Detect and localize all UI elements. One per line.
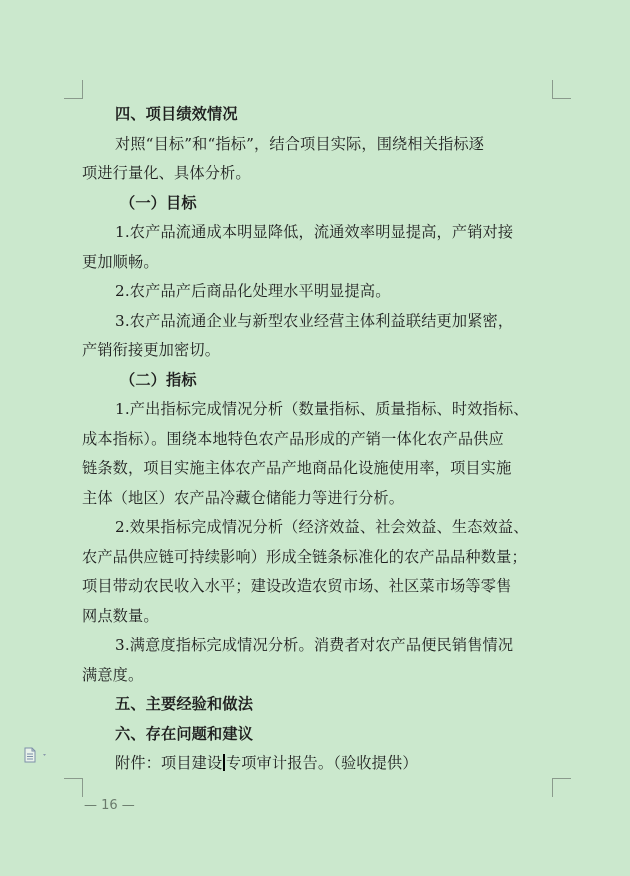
section-heading-5: 五、主要经验和做法 — [115, 695, 254, 713]
crop-mark-top-left — [64, 80, 83, 99]
document-body[interactable] — [82, 100, 556, 779]
paragraph-line: 1.产出指标完成情况分析（数量指标、质量指标、时效指标、 — [115, 400, 529, 418]
subsection-heading-goal: （一）目标 — [120, 193, 197, 212]
paragraph-line: 3.农产品流通企业与新型农业经营主体利益联结更加紧密， — [115, 311, 514, 330]
section-heading-4: 四、项目绩效情况 — [115, 105, 238, 123]
paragraph-line: 对照“目标”和“指标”，结合项目实际，围绕相关指标逐 — [115, 134, 485, 153]
document-page: 四、项目绩效情况 对照“目标”和“指标”，结合项目实际，围绕相关指标逐 项进行量化、具体分析。 （一）目标 1.农产品流通成本明显降低，流通效率明显提高，产销对接 更加顺畅。 2.农产品产后商品化处理水平明显提高。 3.农产品流通企业与新型农业经营主体利益联结更加紧密， 产销衔接更加密切。 （二）指标 1.产出指标完成情况分析（数量指标、质量指标、时效指标、 成本指标）。围绕本地特色农产品形成的产销一体化农产品供应 链条数，项目实施主体农产品产地商品化设施使用率，项目实施 主体（地区）农产品冷藏仓储能力等进行分析。 2.效果指标完成情况分析（经济效益、社会效益、生态效益、 农产品供应链可持续影响）形成全链条标准化的农产品品种数量； 项目带动农民收入水平；建设改造农贸市场、社区菜市场等零售 网点数量。 3.满意度指标完成情况分析。消费者对农产品便民销售情况 满意度。 五、主要经验和做法 六、存在问题和建议 附件：项目建设 专项审计报告。（验收提供） — 16 — — [0, 0, 630, 876]
paragraph-line: 2.效果指标完成情况分析（经济效益、社会效益、生态效益、 — [115, 518, 529, 536]
crop-mark-top-right — [552, 80, 571, 99]
crop-mark-bottom-right — [552, 778, 571, 797]
paragraph-line: 项进行量化、具体分析。 — [82, 164, 251, 182]
paragraph-line: 网点数量。 — [82, 606, 159, 625]
paragraph-line: 主体（地区）农产品冷藏仓储能力等进行分析。 — [82, 488, 405, 507]
paragraph-line: 成本指标）。围绕本地特色农产品形成的产销一体化农产品供应 — [82, 429, 504, 448]
paragraph-line: 更加顺畅。 — [82, 252, 159, 271]
attachment-text-after-cursor: 专项审计报告。（验收提供） — [225, 754, 418, 772]
crop-mark-bottom-left — [64, 778, 83, 797]
paragraph-line: 农产品供应链可持续影响）形成全链条标准化的农产品品种数量； — [82, 547, 527, 566]
paragraph-line: 满意度。 — [82, 665, 144, 684]
text-cursor — [223, 754, 225, 771]
document-icon[interactable] — [24, 747, 50, 763]
attachment-text-before-cursor: 附件：项目建设 — [115, 754, 223, 772]
section-heading-6: 六、存在问题和建议 — [115, 724, 254, 743]
paragraph-line: 1.农产品流通成本明显降低，流通效率明显提高，产销对接 — [115, 223, 514, 241]
paragraph-line: 链条数，项目实施主体农产品产地商品化设施使用率，项目实施 — [82, 459, 512, 477]
paragraph-line: 项目带动农民收入水平；建设改造农贸市场、社区菜市场等零售 — [82, 577, 512, 595]
paragraph-line: 2.农产品产后商品化处理水平明显提高。 — [115, 282, 391, 300]
subsection-heading-index: （二）指标 — [120, 370, 197, 389]
paragraph-line: 3.满意度指标完成情况分析。消费者对农产品便民销售情况 — [115, 636, 514, 654]
attachment-line — [82, 749, 556, 779]
paragraph-line: 产销衔接更加密切。 — [82, 341, 221, 359]
